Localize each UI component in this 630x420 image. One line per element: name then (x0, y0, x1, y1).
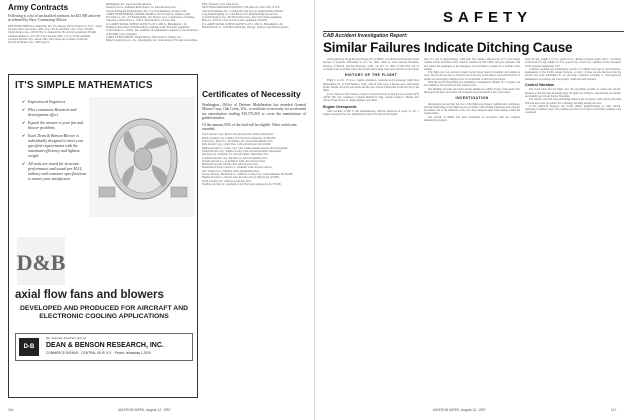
certificate-entry: United Aircraft Corp., Windsor Locks, Conn. Aircraft propeller components. (202, 149, 282, 153)
certificate-entry: Bendix Aviation Corp., Sidney, N.Y. Electrical connectors, $1,083,000. (202, 136, 276, 140)
fan-photo-icon (89, 97, 195, 217)
contract-entry: The Wells Co., Inc., 475 Fleming Bldg., Des Moines, Iowa. Construction of facilities. (106, 16, 195, 20)
contract-entry: Aircraft Armaments, Inc., Cockeysville, Md. Test set, guided missile, $39,410. (202, 9, 284, 13)
contracts-continued (202, 3, 306, 85)
contract-entry: Loral Electronics Corp., 825 Bronx River Ave., New York. Radar equipment. (202, 16, 282, 20)
certificate-entry: Rohr Aircraft Corp., Chula Vista, Calif. Aircraft parts, $2,143,000. (202, 143, 271, 147)
certificate-entry: Dow Chemical Co., Midland, Mich. Magnesium alloys. (202, 169, 260, 173)
right-page (315, 0, 630, 420)
article-subhead: HISTORY OF THE FLIGHT (344, 73, 398, 78)
contract-entry: Goodyear Aircraft Corp., Akron, Ohio. Unit, repair and overhaul of balloons. (8, 38, 88, 41)
certificate-entry: Textron Inc., Beech Co., Providence, R.I. Aircraft instruments, 65%. (202, 140, 274, 144)
ad-developed-text: DEVELOPED AND PRODUCED FOR AIRCRAFT AND ELECTRONIC COOLING APPLICATIONS (19, 305, 189, 320)
ad-contact-box (15, 333, 193, 361)
contract-entry: Hallamore Electronics, 8352 Brookhurst, Anaheim, Calif. Electronic assemblies. (106, 26, 190, 30)
contract-entry: Long Island Lighting Co., Long Beach, N.Y. Manufacturing and services. (202, 12, 279, 16)
contract-entry: Mars Co., 2550 W. Canal St. Electrolytic equipment, $118,945. (202, 19, 268, 23)
article-paragraph: The board finds that the flight crew did everything possible to control the aircraft. Because of vibration and increasing drag, the flight was obliged to descend and was ditched successfully near Ocean Station November. (525, 88, 621, 98)
contract-entry: Mineel Construction Co., Inc., Montgomery, Ala. Construction of Wooden test facilities. (106, 39, 198, 43)
contract-entry: Western Coil Co., Industrial Road, Bristol, Va. Subcontracted work. (106, 6, 177, 10)
folio-page-number-left: 116 (8, 408, 14, 412)
section-title: SAFETY (443, 9, 533, 26)
ad-checklist-item: ✔ Experienced Engineers (23, 99, 87, 104)
contract-entry: Chalmers-Daniel Co., P.O. Box 114, Lancaster, Ohio. 175 ea., P.O.D. Available. (8, 34, 91, 38)
certificate-entry: Robertshaw-Fulton Controls Co., Anaheim, Calif. Aircraft controls. (202, 166, 273, 170)
article-column-1 (323, 58, 419, 404)
certificate-entry: Lockheed Aircraft Corp., Marietta, Ga. Aircraft assembly, 65%. (202, 156, 269, 160)
article-paragraph: A Pan American inspector also found similar malfunctioning on other aircraft, indicating a common cause. The propeller governor was found to have failed, leading to the overspeed. (525, 104, 621, 115)
ad-address: COMMERCE AVENUE · CENTRAL ISLIP, N.Y. · Phone: Islandway 1-2000 (46, 351, 151, 355)
article-paragraph: tude of a rate of approximately 1,000 fpm. The captain contacted the U.S. Coast Guard weather station November 4102, which is stationed at 30N 140W, and gave assistance. He also alerted the passengers to the emergency and told them to prepare for a possible water landing. (424, 58, 520, 71)
contract-entry: Birmingham, Ala., Guard vacuum interface. (106, 3, 152, 6)
contract-entry: Liberty Radio Corp., 1456 W. Bay St. Jacksonville, Fla. Aircraft equipment, $75,600. (8, 31, 97, 35)
contract-entry: Blvd., Houston 2, Tex. Tank tracks. (202, 3, 239, 6)
article-paragraph: The aircraft, N 90943, had been maintained in accordance with the company maintenance program. (424, 115, 520, 123)
ad-checklist-item: ✔ Each Dean & Benson Blower is individually designed to meet your specified requirements with the maximum efficiency and lightest weight (23, 133, 87, 158)
certificates-list (202, 133, 306, 365)
ad-checklist-item: ✔ Plus continuous Research and development effort (23, 107, 87, 117)
svg-text:D&B: D&B (17, 250, 65, 275)
article-paragraph: Investigation showed that the crew of the flight was properly qualified and certificated, and that Dispatching of the flight was in accordance with existing regulations and company procedures. All of the members of the crew had completed their latest training within the required time. (424, 102, 520, 116)
ad-company-name: DEAN & BENSON RESEARCH, INC. (46, 342, 164, 349)
certificate-entry: The Siri Corp., Fairfield, N.J. Aircraft engine components, 65%. (202, 153, 269, 157)
article-column-3 (525, 58, 621, 404)
article-paragraph: The flight crew was advised to head toward Ocean Station November and remain on track. The aircraft was able to check its rate of descent. At this time it was noticed that No. 4 engine was developing a higher power. It was decided to ditch near the station. (424, 71, 520, 81)
ad-headline: IT'S SIMPLE MATHEMATICS (15, 80, 153, 91)
contract-entry: U.S. ARMY SIGNAL SUPPLY AGENCY, 225 S. 18th St., Philadelphia 3, Pa. (202, 22, 284, 26)
ad-invite: We welcome inquiries sent to: (46, 336, 87, 340)
article-paragraph: It was cleared to San Francisco Airport via Ocean Airway 9, then track to position 30°N 140°W. The crew consisted of Captain Richard N. Ogg, Captain George L. Haaker, first officer; Frank Garcia, Jr., flight engineer; and others. (323, 92, 419, 103)
article-paragraph: The ditching was made after dawn and the landing was within 35 deg. of the swells. The fuselage broke apart and settled. All occupants were evacuated by the Coast Guard. (424, 87, 520, 94)
article-subhead: Engine Overspeeds (323, 104, 357, 109)
contract-entry: CORPS OF ENGINEERS, Mobile District, 2301 Grant St., Mobile, Ala. (106, 35, 182, 39)
ad-checklist-item: ✔ All units are tested for structure performance and sound per M.I.L. military and customer specifications to assure your satisfaction (23, 161, 87, 181)
certificates-title: Certificates of Necessity (202, 89, 301, 99)
certificate-entry: Hughes Aircraft Co., Tucson, Ariz. Aircraft parts for military use, $74,800. (202, 176, 280, 180)
folio-magazine-right: AVIATION WEEK, August 12, 1957 (433, 408, 486, 412)
folio-magazine-left: AVIATION WEEK, August 12, 1957 (118, 408, 171, 412)
contract-entry: NEW YORK ORDNANCE DISTRICT, 180 Varick St., New York 14, N.Y. (202, 6, 281, 10)
army-contracts-title: Army Contracts (8, 3, 69, 12)
certificate-entry: Northrop Aircraft, Inc., Anaheim, Calif. Electronic components, $1,573,000. (202, 182, 282, 186)
contracts-right-column (202, 3, 306, 365)
folio-page-number-right: 117 (611, 408, 617, 412)
ad-checklist (23, 99, 87, 184)
contract-entry: Chaudoin Construction Co., 1540 E. Sheridan Blvd., Lincoln, Neb. (106, 19, 176, 23)
certificates-body: Of the amount, 65% of the total will be eligible. Other certificates awarded: (202, 122, 297, 132)
article-headline: Similar Failures Indicate Ditching Cause (323, 40, 573, 55)
ad-checklist-item: ✔ Equals the answer to your fan and blower problems (23, 120, 87, 130)
certificate-entry: Beechcraft Aircraft, Wichita, Kan. Aircraft parts, 65%. (202, 163, 259, 167)
article-column-2 (424, 58, 520, 404)
contract-entry: U.S. ARMY SIGNAL SUPPLY AGENCY, 225 S. 18th St., Philadelphia 3, Pa. (106, 22, 188, 26)
certificate-entry: Hughes Aircraft Co., Culver City, Calif. Guided missile research and development. (202, 146, 289, 150)
contract-entry: Stevens & Engraph Plating & Dyes, Pte. 174, Trap Machinery. Arcadia, Calif. (106, 9, 187, 13)
army-contracts-lead: Following is a list of unclassified contracts for $25,000 and over as released by Navy Contracting Offices: (8, 14, 101, 23)
certificates-lead: Washington—Office of Defense Mobilization has awarded General Motors Corp., Oak Creek, Wis., a certificate of necessity for accelerated tax amortization totaling $10,575,000 to cover the manufacture of guided missiles. (202, 103, 306, 121)
article-paragraph: Flight 6 of Oct. 15 was a regular scheduled, round-the-world passenger flight from Philadelphia, Pa., to San Francisco, Calif., with en route stops at Europe, Asia, and various Pacific islands. All stops were made and the crew arrived at Honolulu on the last day of the flight. (323, 79, 419, 93)
certificate-entry: Dowser Devices, The Martin Co., Jefferson County, Colo. Guided missiles, $8,250,000. (202, 173, 294, 176)
article-kicker: CAB Accident Investigation Report: (323, 33, 408, 39)
article-paragraph: The captain, who had been performing duties at the navigator's table, had by this time followed the proper procedures for a ditching, including alerting the crew. (525, 98, 621, 105)
ad-mini-logo: D-B (19, 338, 39, 356)
dean-benson-advertisement (8, 74, 198, 398)
article-paragraph: Complete overhaul and maintenance records of N 90943 were kept at San Francisco, headquarters of the Pacific-Alaska Division. A study of these records disclosed that the aircraft had been maintained in an airworthy condition according to CAA-approved maintenance procedures, and was properly certificated and operated. (525, 67, 621, 81)
certificate-entry: North Carolina, N.C. Defense production, 65%. (202, 179, 252, 183)
contract-entry: Bell & Howell Co., 7100 McCormick Rd., Chicago. Camera, sound motion picture. (202, 26, 289, 30)
certificate-entry: Douglas Aircraft Co., Long Beach, Calif. Aircraft electronics. (202, 159, 266, 163)
ad-product-line: axial flow fans and blowers (15, 289, 164, 301)
dean-benson-logo (17, 237, 65, 285)
article-paragraph: With the aircraft descending and attempting to maintain its altitude, No. 4 engine was also feathered. The aircraft had only partial power. (424, 81, 520, 88)
army-contracts-column (8, 3, 102, 45)
article-subhead: Control Vibration (525, 83, 555, 88)
article-paragraph: hours 30 deg., height 5 to 6 ft., speed 24 kt., distance between swells 150 ft.; secondary swells from 170 deg., height 5 to 8 ft., speed 10 kt.; wind 11 kt.; visibility 10 mi.; barometer 30.26; seawater temperature 74 F. (525, 58, 621, 68)
article-paragraph: After reaching 21,000 ft. and simultaneously with the reduction of power for No. 1 engine overspeed, the crew immediately reduced the rpm of that engine. (323, 109, 419, 117)
contracts-middle-column (106, 3, 198, 73)
contract-entry: Collins Radio Co., Dallas, Tex. Assembly and maintenance required for the installation of AN/MRC radio equipment. (106, 29, 198, 36)
certificate-entry: Vertol Aircraft Corp., Morton, Pa. Aircraft parts, military helicopters. (202, 133, 274, 137)
contract-entry: KEYSTONE ERRENAL, Huntsville, Ala. U.S. Bureau, 200 W. Freeport St. N.Y. 7. Army tail parts, fabric and repairs, 1966, 19 ea., P.O.D. Available. Cites. 19 ea.: $75,620. (8, 24, 102, 32)
section-rule (323, 31, 624, 32)
contract-entry: CORPS OF ENGINEERS, OMAHA DISTRICT, 215 Fortone St., Omaha 2, Neb. (106, 12, 191, 16)
article-subhead: INVESTIGATION (455, 96, 489, 101)
article-paragraph: A Pan American World Airways Boeing 377, N 90943, was ditched in the Pacific Ocean because of propeller difficulties on Oct. 16, 1956, while en route between Honolulu, Territory of Hawaii, and San Francisco, Calif., via Oct. 15, 1956, at 0615 PST. All 31 occupants were evacuated safely; the aircraft sank in deep water and could not be recovered. (323, 58, 419, 71)
contract-entry: Lincoln Air Brake Corp., 1466 Cape Dr. (8, 41, 50, 45)
